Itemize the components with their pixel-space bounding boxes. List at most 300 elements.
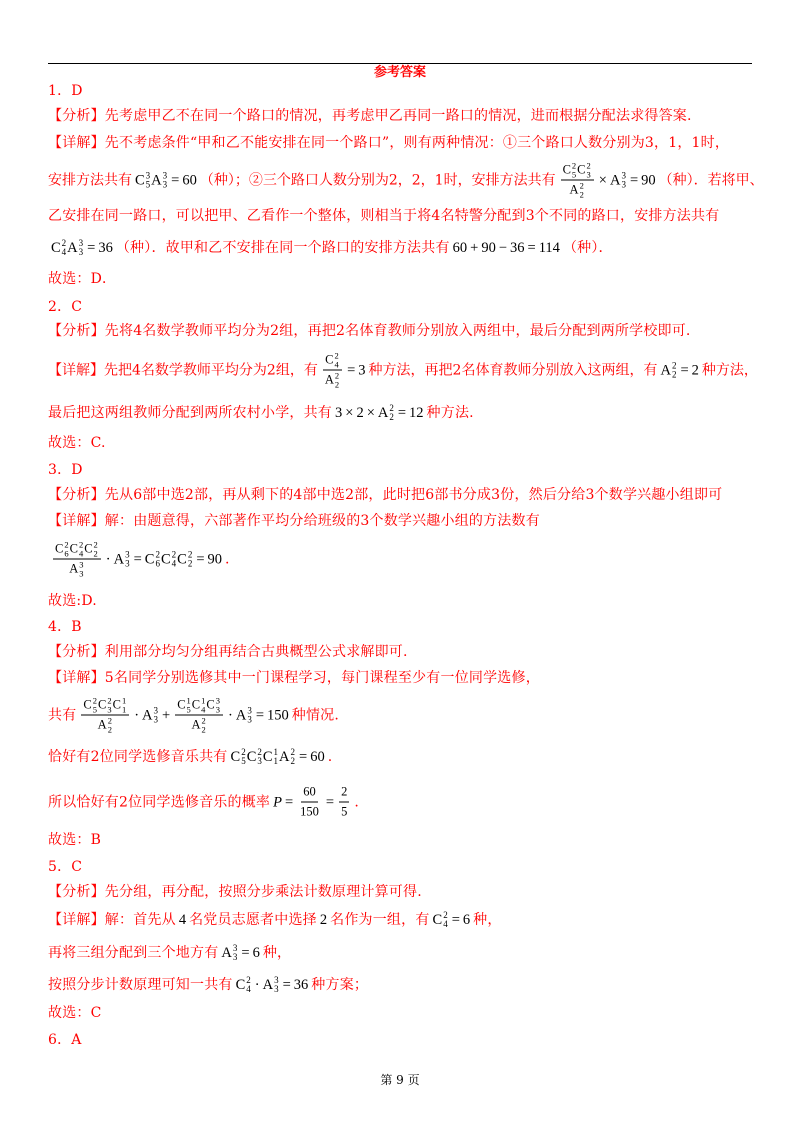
question-heading [48, 617, 82, 637]
math-subscript: 4 [443, 919, 448, 929]
math-base: A [235, 707, 247, 723]
math-superscript: 2 [93, 539, 98, 550]
math-symbol [325, 352, 340, 369]
math-expression [221, 943, 259, 963]
math-symbol [145, 549, 161, 569]
answer-line [48, 975, 368, 995]
answer-line [48, 403, 474, 423]
math-superscript: 1 [201, 695, 206, 706]
math-superscript: 2 [61, 238, 67, 248]
math-scripts [233, 944, 238, 962]
math-value: 36 [98, 240, 113, 256]
math-operator: = [397, 405, 407, 421]
answer-text: 【详解】解：由题意得，六部著作平均分给班级的3个数学兴趣小组的方法数有 [48, 513, 540, 529]
math-value: 3 [335, 405, 343, 421]
answer-text: 种， [473, 912, 502, 928]
math-symbol [113, 697, 128, 714]
math-superscript: 2 [334, 350, 339, 361]
math-subscript: 6 [155, 558, 160, 568]
answer-text: 3．D [48, 462, 83, 478]
math-superscript: 2 [78, 539, 84, 550]
math-operator: · [227, 707, 233, 723]
math-superscript: 2 [155, 549, 160, 559]
math-superscript: 2 [579, 180, 584, 191]
math-base: C [55, 541, 64, 556]
math-operator: + [470, 240, 479, 256]
math-value: 2 [319, 912, 328, 928]
math-scripts [187, 697, 191, 714]
answer-choice-line [48, 433, 106, 453]
math-scripts [247, 706, 252, 724]
math-scripts [335, 352, 339, 369]
answer-text: 按照分步计数原理可知一共有 [48, 977, 233, 993]
math-scripts [291, 748, 296, 766]
math-scripts [672, 361, 677, 379]
answer-text: 1．D [48, 83, 83, 99]
math-value: 150 [300, 804, 319, 819]
math-operator: · [134, 707, 140, 723]
answer-line [48, 238, 613, 258]
math-value: 60 [310, 749, 325, 765]
math-superscript: 2 [107, 695, 112, 706]
answer-text: 故选:D. [48, 593, 97, 609]
analysis-line [48, 106, 692, 126]
question-heading [48, 857, 82, 877]
answer-text: 故选：C. [48, 435, 106, 451]
math-subscript: 4 [334, 359, 339, 369]
math-base: A [142, 707, 153, 723]
answer-text: 2．C [48, 299, 83, 315]
math-superscript: 2 [246, 975, 251, 985]
math-scripts [108, 717, 112, 734]
math-subscript: 3 [274, 984, 279, 994]
math-symbol [236, 975, 252, 995]
math-superscript: 3 [274, 975, 279, 985]
math-superscript: 2 [257, 747, 262, 757]
math-symbol [98, 717, 113, 734]
page-number: 第 9 页 [380, 1073, 420, 1087]
answer-text: 5．C [48, 859, 83, 875]
answer-text: 乙安排在同一路口，可以把甲、乙看作一个整体，则相当于将4名特警分配到3个不同的路口，安排方法共有 [48, 208, 720, 224]
analysis-line [48, 642, 408, 662]
math-superscript: 3 [145, 170, 151, 180]
answer-text: 故选：D． [48, 271, 117, 287]
math-operator: = [299, 749, 308, 765]
fraction-denominator [568, 181, 587, 199]
math-subscript: 4 [78, 548, 84, 558]
math-scripts [335, 372, 339, 389]
math-symbol [206, 697, 221, 714]
math-symbol [563, 162, 578, 179]
math-operator: = [451, 912, 460, 928]
math-value: 60 [452, 240, 468, 256]
math-expression [236, 975, 309, 995]
math-base: C [177, 697, 186, 712]
math-operator: = [325, 794, 335, 810]
math-base: C [191, 697, 201, 712]
math-value: 114 [538, 240, 560, 256]
math-scripts [572, 162, 576, 179]
math-scripts [216, 697, 220, 714]
fraction-numerator [301, 784, 318, 803]
math-symbol [325, 372, 340, 389]
fraction-denominator [96, 716, 115, 734]
math-superscript: 2 [290, 747, 296, 757]
math-symbol [263, 747, 279, 767]
math-superscript: 3 [153, 705, 159, 715]
math-scripts [241, 748, 246, 766]
math-superscript: 2 [201, 715, 206, 726]
solution-line [48, 668, 540, 688]
answer-text: 【详解】解：首先从 [48, 912, 176, 928]
math-value: 2 [341, 784, 348, 799]
math-subscript: 5 [92, 704, 97, 714]
math-symbol [51, 238, 67, 258]
math-symbol [191, 717, 206, 734]
math-expression [559, 162, 656, 199]
math-subscript: 3 [79, 568, 84, 578]
math-value: 4 [178, 912, 187, 928]
math-expression [135, 170, 197, 190]
math-subscript: 3 [247, 714, 252, 724]
math-scripts [93, 697, 97, 714]
answer-text: 再将三组分配到三个地方有 [48, 945, 219, 961]
math-subscript: 2 [334, 379, 340, 389]
math-expression [660, 360, 698, 380]
math-subscript: 3 [586, 169, 591, 179]
answer-text: 【详解】先不考虑条件“甲和乙不能安排在同一个路口”，则有两种情况：①三个路口人数分别为3，1，1时， [48, 135, 730, 151]
answer-text: 故选：C [48, 1005, 102, 1021]
math-operator: × [598, 172, 607, 188]
question-heading [48, 1030, 82, 1050]
math-scripts [201, 717, 205, 734]
math-value: 12 [409, 405, 424, 421]
analysis-line [48, 321, 691, 341]
math-value: 6 [462, 912, 471, 928]
solution-line [48, 133, 729, 153]
math-base: A [660, 362, 671, 378]
math-base: C [577, 162, 586, 177]
math-base: C [325, 352, 334, 367]
math-scripts [163, 171, 168, 189]
math-symbol [231, 747, 247, 767]
answer-choice-line [48, 591, 97, 611]
math-subscript: 4 [61, 247, 67, 257]
math-base: A [191, 717, 201, 732]
answer-text: 种方法，再把2名体育教师分别放入这两组，有 [368, 362, 658, 378]
math-subscript: 3 [153, 714, 159, 724]
math-expression [433, 910, 471, 930]
math-base: C [160, 551, 171, 567]
math-subscript: 5 [241, 756, 246, 766]
math-subscript: 2 [107, 724, 112, 734]
math-subscript: 2 [671, 369, 677, 379]
math-base: A [97, 717, 107, 732]
fraction-denominator [298, 803, 321, 821]
fraction-numerator [53, 541, 101, 560]
math-value: 36 [510, 240, 525, 256]
math-value: 5 [341, 804, 348, 819]
math-base: A [67, 240, 78, 256]
math-symbol [135, 170, 151, 190]
answer-text: . [225, 551, 230, 567]
math-subscript: 2 [579, 189, 584, 199]
math-superscript: 2 [671, 360, 677, 370]
math-value: 2 [691, 362, 699, 378]
math-expression [179, 910, 186, 930]
answer-text: 名党员志愿者中选择 [189, 912, 317, 928]
math-symbol [378, 403, 395, 423]
math-scripts [443, 911, 448, 929]
solution-line [48, 352, 758, 389]
math-operator: = [282, 977, 291, 993]
math-superscript: 1 [121, 695, 127, 706]
math-symbol [192, 697, 207, 714]
fraction-denominator [339, 803, 349, 821]
math-operator: − [498, 240, 508, 256]
math-symbol [236, 705, 253, 725]
math-base: C [144, 551, 155, 567]
math-scripts [246, 976, 251, 994]
math-superscript: 2 [171, 549, 177, 559]
math-scripts [257, 748, 262, 766]
answer-text: 名作为一组，有 [330, 912, 430, 928]
math-value: 36 [293, 977, 309, 993]
answer-line [48, 206, 719, 226]
math-superscript: 2 [334, 370, 340, 381]
math-symbol [177, 697, 192, 714]
math-operator: = [347, 362, 356, 378]
answer-text: 共有 [48, 707, 77, 723]
math-subscript: 4 [171, 558, 177, 568]
math-base: A [279, 749, 290, 765]
answer-line [48, 697, 339, 734]
math-operator: = [255, 707, 264, 723]
math-subscript: 5 [145, 179, 151, 189]
math-operator: = [196, 551, 205, 567]
fraction-numerator [175, 697, 223, 716]
answer-text: （种）．故甲和乙不安排在同一个路口的安排方法共有 [115, 240, 450, 256]
math-operator: × [366, 405, 375, 421]
question-heading [48, 297, 82, 317]
math-superscript: 3 [621, 170, 626, 180]
answer-line [48, 943, 291, 963]
question-heading [48, 81, 83, 101]
fraction-numerator [561, 162, 594, 181]
answer-text: 【分析】先分组，再分配，按照分步乘法计数原理计算可得. [48, 884, 422, 900]
answer-text: （种）；②三个路口人数分别为2，2，1时，安排方法共有 [199, 172, 556, 188]
math-subscript: 3 [621, 179, 626, 189]
math-scripts [621, 171, 626, 189]
math-superscript: 3 [247, 705, 252, 715]
answer-text: 【分析】先考虑甲乙不在同一个路口的情况，再考虑甲乙再同一路口的情况，进而根据分配法求得答案. [48, 108, 692, 124]
fraction-denominator [323, 371, 342, 389]
math-superscript: 3 [78, 238, 84, 248]
math-value: P [273, 794, 282, 810]
math-scripts [79, 541, 83, 558]
fraction [298, 784, 321, 821]
math-value: 60 [303, 784, 316, 799]
math-symbol [114, 549, 131, 569]
math-scripts [122, 697, 126, 714]
fraction-numerator [339, 784, 349, 803]
answer-text: 【分析】先将4名数学教师平均分为2组，再把2名体育教师分别放入两组中，最后分配到两所学校即可. [48, 323, 691, 339]
math-value: 90 [207, 551, 222, 567]
fraction-denominator [189, 716, 208, 734]
math-symbol [247, 747, 263, 767]
math-subscript: 2 [187, 558, 193, 568]
math-superscript: 3 [232, 943, 238, 953]
math-expression [321, 352, 366, 389]
answer-text: 【分析】先从6部中选2部，再从剩下的4部中选2部，此时把6部书分成3份，然后分给3个数学兴趣小组即可 [48, 487, 723, 503]
math-expression [320, 910, 327, 930]
answer-text: 故选：B [48, 832, 102, 848]
math-scripts [274, 976, 279, 994]
math-scripts [155, 550, 160, 568]
math-superscript: 3 [215, 695, 220, 706]
math-symbol [83, 697, 98, 714]
math-base: C [246, 749, 257, 765]
math-value: 150 [267, 707, 289, 723]
math-base: A [113, 551, 125, 567]
math-operator: · [105, 551, 111, 567]
math-operator: = [87, 240, 96, 256]
math-base: A [151, 172, 162, 188]
math-symbol [263, 975, 280, 995]
math-subscript: 3 [232, 952, 238, 962]
math-base: C [112, 697, 121, 712]
math-superscript: 3 [125, 549, 130, 559]
answer-text: 种方法. [426, 405, 474, 421]
fraction-numerator [81, 697, 129, 716]
math-base: C [98, 697, 107, 712]
math-superscript: 2 [443, 910, 448, 920]
answer-text: 所以恰好有2位同学选修音乐的概率 [48, 794, 271, 810]
math-superscript: 2 [571, 160, 577, 171]
math-scripts [64, 541, 68, 558]
math-subscript: 3 [215, 704, 220, 714]
fraction [53, 541, 101, 578]
math-base: C [262, 749, 273, 765]
math-operator: = [527, 240, 536, 256]
math-scripts [201, 697, 205, 714]
math-value: 3 [358, 362, 366, 378]
math-superscript: 2 [64, 539, 69, 550]
math-expression [335, 403, 424, 423]
math-symbol [84, 541, 99, 558]
math-symbol [142, 705, 159, 725]
math-scripts [587, 162, 591, 179]
math-superscript: 2 [389, 403, 394, 413]
math-symbol [69, 561, 84, 578]
math-subscript: 1 [273, 756, 279, 766]
math-base: C [51, 240, 61, 256]
math-value: 90 [641, 172, 656, 188]
math-symbol [610, 170, 627, 190]
math-subscript: 4 [201, 704, 206, 714]
math-expression [231, 747, 325, 767]
math-subscript: 3 [125, 558, 130, 568]
math-base: C [562, 162, 571, 177]
math-value: 2 [356, 405, 364, 421]
math-symbol [221, 943, 238, 963]
answer-text: 种情况. [291, 707, 339, 723]
answer-text: 【详解】先把4名数学教师平均分为2组，有 [48, 362, 318, 378]
math-symbol [570, 182, 585, 199]
math-operator: = [133, 551, 142, 567]
math-expression [453, 238, 560, 258]
fraction-numerator [323, 352, 342, 371]
answer-text: （种）． [562, 240, 613, 256]
answer-line [48, 784, 359, 821]
fraction [339, 784, 349, 821]
answer-text: . [354, 794, 359, 810]
math-operator: = [171, 172, 180, 188]
math-operator: × [345, 405, 354, 421]
fraction [81, 697, 129, 734]
math-scripts [146, 171, 151, 189]
question-heading [48, 460, 83, 480]
math-superscript: 2 [187, 549, 193, 559]
math-subscript: 4 [246, 984, 251, 994]
math-symbol [177, 549, 193, 569]
math-subscript: 5 [571, 169, 577, 179]
math-value: 60 [182, 172, 197, 188]
math-base: A [262, 977, 274, 993]
answer-line [48, 162, 764, 199]
answer-choice-line [48, 830, 101, 850]
math-base: C [69, 541, 78, 556]
math-symbol [577, 162, 592, 179]
answer-text: 4．B [48, 619, 82, 635]
math-subscript: 6 [64, 548, 69, 558]
math-base: C [230, 749, 241, 765]
math-base: C [135, 172, 145, 188]
math-subscript: 2 [290, 756, 296, 766]
answer-choice-line [48, 1003, 102, 1023]
answer-text: . [327, 749, 333, 765]
math-operator: = [241, 945, 250, 961]
analysis-line [48, 882, 422, 902]
math-subscript: 3 [107, 704, 112, 714]
answer-text: 【详解】5名同学分别选修其中一门课程学习，每门课程至少有一位同学选修， [48, 670, 540, 686]
math-scripts [62, 239, 67, 257]
math-subscript: 3 [257, 756, 262, 766]
math-subscript: 2 [389, 412, 394, 422]
math-value: 90 [481, 240, 496, 256]
math-scripts [125, 550, 130, 568]
math-symbol [151, 170, 168, 190]
math-base: C [177, 551, 187, 567]
math-superscript: 2 [241, 747, 246, 757]
analysis-line [48, 485, 722, 505]
math-symbol [660, 360, 677, 380]
math-subscript: 3 [78, 247, 84, 257]
answer-text: 安排方法共有 [48, 172, 132, 188]
answer-line [48, 541, 230, 578]
math-subscript: 3 [162, 179, 168, 189]
math-symbol [98, 697, 113, 714]
math-scripts [274, 748, 279, 766]
math-scripts [79, 561, 83, 578]
math-symbol [161, 549, 177, 569]
math-expression [51, 238, 113, 258]
math-base: A [377, 405, 389, 421]
math-subscript: 2 [201, 724, 206, 734]
answer-text: 【分析】利用部分均匀分组再结合古典概型公式求解即可. [48, 644, 408, 660]
math-scripts [107, 697, 111, 714]
answer-text: 种方案； [311, 977, 369, 993]
